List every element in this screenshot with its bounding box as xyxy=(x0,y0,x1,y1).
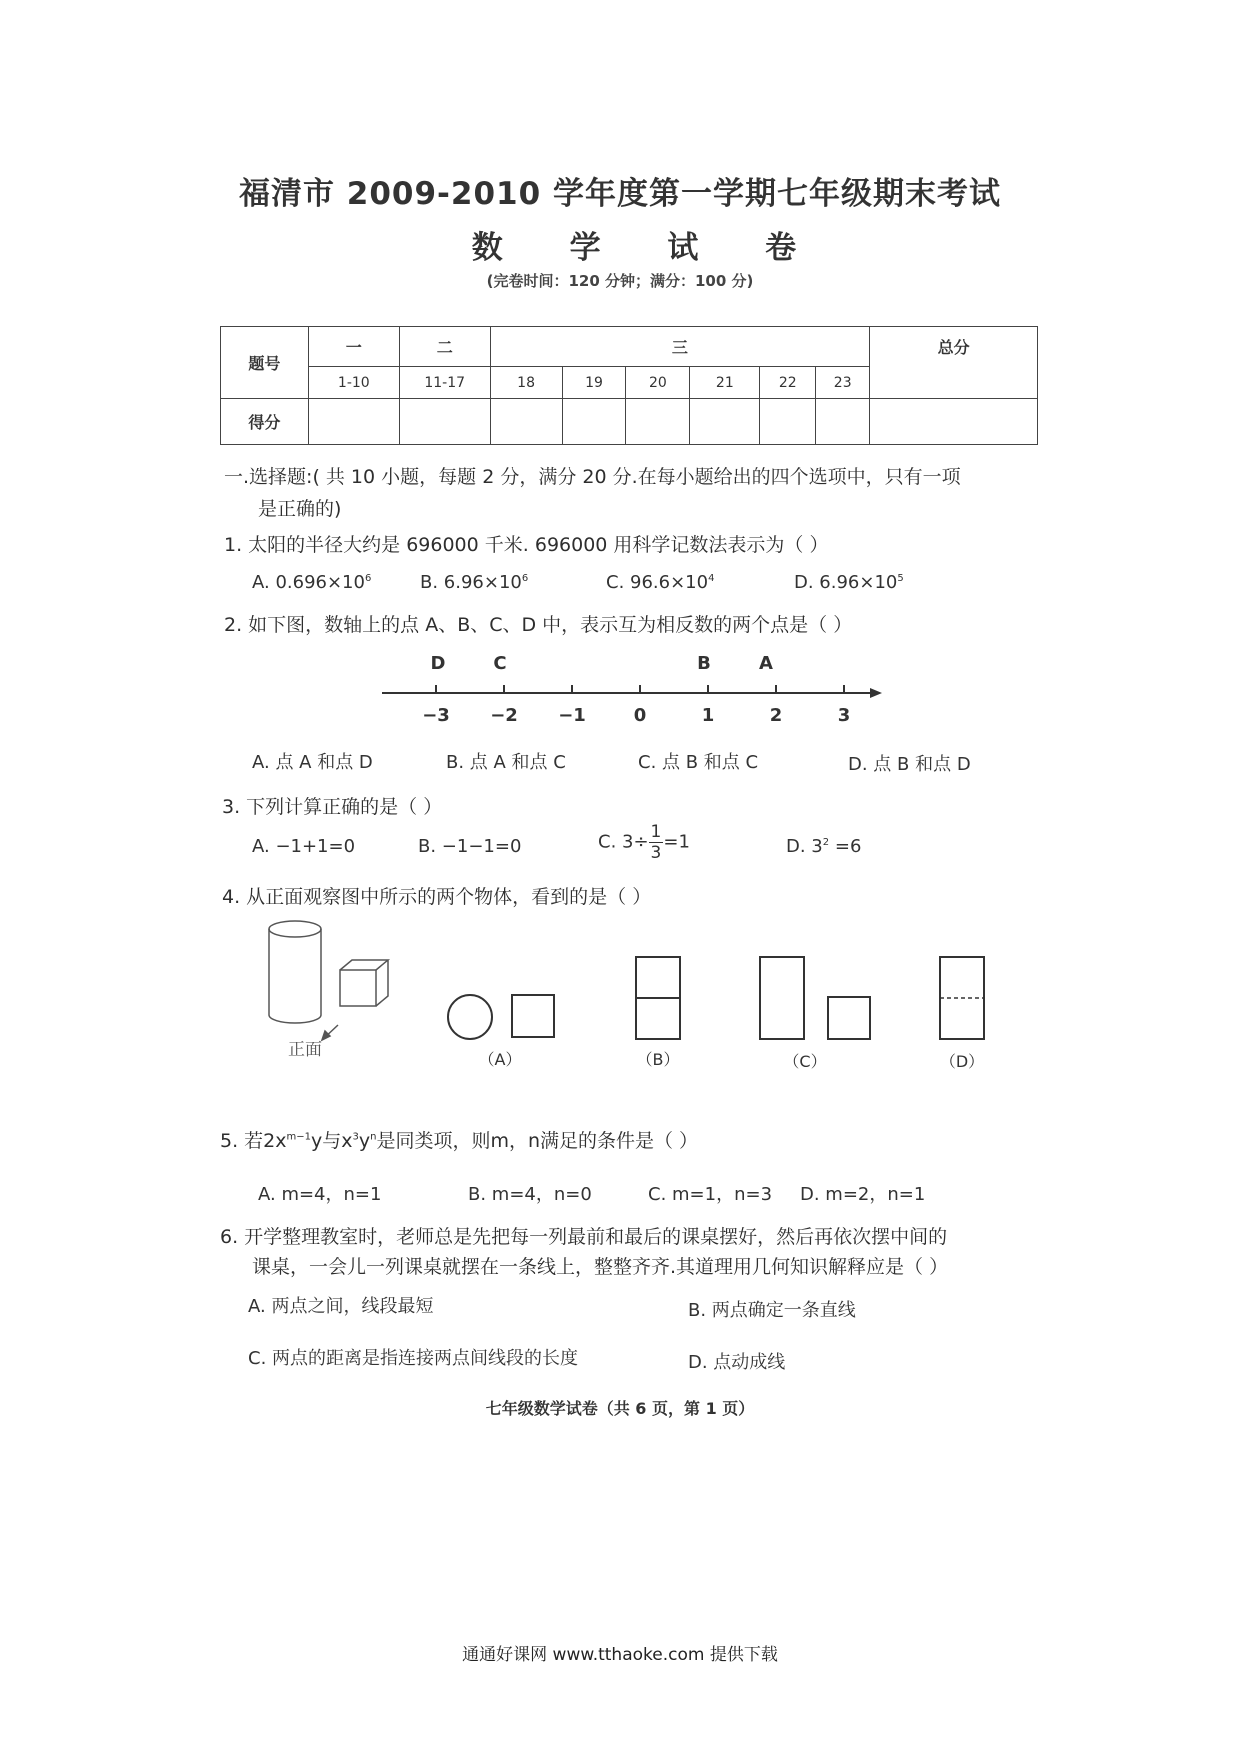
front-label: 正面 xyxy=(288,1040,322,1060)
q5-option-d: D. m=2，n=1 xyxy=(800,1184,926,1205)
score-cell xyxy=(490,399,562,445)
page-footer: 七年级数学试卷（共 6 页，第 1 页） xyxy=(485,1399,755,1418)
question-6-text: 6. 开学整理教室时，老师总是先把每一列最前和最后的课桌摆好，然后再依次摆中间的 xyxy=(220,1226,948,1248)
q5-option-a: A. m=4，n=1 xyxy=(258,1184,382,1205)
section-3-header: 三 xyxy=(490,327,870,367)
score-cell xyxy=(760,399,816,445)
question-number: 21 xyxy=(690,367,760,399)
number-line-figure xyxy=(370,645,890,725)
q5-option-b: B. m=4，n=0 xyxy=(468,1184,592,1205)
option-label-b: （B） xyxy=(636,1050,680,1069)
axis-arrow-icon xyxy=(870,688,882,698)
question-number: 23 xyxy=(816,367,870,399)
tick-label: −2 xyxy=(490,705,518,725)
question-range: 11-17 xyxy=(399,367,490,399)
point-label-a: A xyxy=(759,653,773,674)
q3-option-c: C. 3÷ $\frac{1}{3}$ =1 xyxy=(598,822,690,863)
q1-option-c: C. $96.6\times 10^4$ xyxy=(606,572,715,593)
q2-option-c: C. 点 B 和点 C xyxy=(638,752,759,773)
question-6-text-cont: 课桌，一会儿一列课桌就摆在一条线上，整整齐齐.其道理用几何知识解释应是（ ） xyxy=(252,1256,949,1278)
q2-option-b: B. 点 A 和点 C xyxy=(446,752,566,773)
option-label-c: （C） xyxy=(783,1052,827,1070)
views-figure xyxy=(250,915,1000,1070)
q3-option-a: A. −1+1=0 xyxy=(252,836,356,857)
exam-title: 福清市 2009-2010 学年度第一学期七年级期末考试 xyxy=(238,176,1001,212)
option-c-square-view xyxy=(828,997,870,1039)
option-label-d: （D） xyxy=(939,1052,985,1070)
row-label-question: 题号 xyxy=(221,327,309,399)
section-heading: 一.选择题:( 共 10 小题，每题 2 分，满分 20 分.在每小题给出的四个选项中，只有一项 xyxy=(224,466,961,488)
score-cell xyxy=(399,399,490,445)
question-number: 19 xyxy=(562,367,626,399)
question-4-text: 4. 从正面观察图中所示的两个物体，看到的是（ ） xyxy=(222,886,652,908)
square-view-shape xyxy=(512,995,554,1037)
section-1-header: 一 xyxy=(308,327,399,367)
solid-objects-figure xyxy=(269,921,388,1040)
q2-option-d: D. 点 B 和点 D xyxy=(848,754,971,775)
q6-option-c: C. 两点的距离是指连接两点间线段的长度 xyxy=(248,1348,579,1369)
tick-label: 3 xyxy=(837,705,851,725)
option-label-a: （A） xyxy=(478,1050,522,1069)
circle-view-shape xyxy=(448,995,492,1039)
score-cell xyxy=(626,399,690,445)
score-cell xyxy=(308,399,399,445)
q1-option-b: B. $6.96\times 10^6$ xyxy=(420,572,529,593)
question-1-text: 1. 太阳的半径大约是 696000 千米. 696000 用科学记数法表示为（ ） xyxy=(224,534,829,556)
point-label-d: D xyxy=(430,653,446,674)
question-range: 1-10 xyxy=(308,367,399,399)
section-2-header: 二 xyxy=(399,327,490,367)
tick-label: 1 xyxy=(701,705,715,725)
q2-option-a: A. 点 A 和点 D xyxy=(252,752,373,773)
tick-label: −1 xyxy=(558,705,586,725)
question-number: 18 xyxy=(490,367,562,399)
q3-option-d: D. $3^2 =6$ xyxy=(786,836,862,857)
tick-label: 2 xyxy=(769,705,783,725)
score-cell xyxy=(870,399,1038,445)
q6-option-a: A. 两点之间，线段最短 xyxy=(248,1296,434,1317)
tick-label: 0 xyxy=(633,705,647,725)
exam-info: (完卷时间：120 分钟；满分：100 分) xyxy=(486,272,754,290)
q5-option-c: C. m=1，n=3 xyxy=(648,1184,773,1205)
score-table xyxy=(220,326,1038,445)
row-label-score: 得分 xyxy=(221,399,309,445)
site-credit: 通通好课网 www.tthaoke.com 提供下载 xyxy=(462,1645,778,1665)
tick-label: −3 xyxy=(422,705,450,725)
section-heading-cont: 是正确的) xyxy=(258,498,342,520)
question-5-text: 5. 若$2x^{m-1}y$与$x^3y^n$是同类项，则m，n满足的条件是（ ） xyxy=(220,1130,699,1152)
total-header: 总分 xyxy=(870,327,1038,399)
point-label-b: B xyxy=(697,653,711,674)
score-cell xyxy=(816,399,870,445)
question-3-text: 3. 下列计算正确的是（ ） xyxy=(222,796,443,818)
q1-option-a: A. $0.696\times 10^6$ xyxy=(252,572,372,593)
question-2-text: 2. 如下图，数轴上的点 A、B、C、D 中，表示互为相反数的两个点是（ ） xyxy=(224,614,853,636)
score-cell xyxy=(690,399,760,445)
q1-option-d: D. $6.96\times 10^5$ xyxy=(794,572,904,593)
point-label-c: C xyxy=(493,653,507,674)
question-number: 22 xyxy=(760,367,816,399)
option-c-tall-view xyxy=(760,957,804,1039)
q3-option-b: B. −1−1=0 xyxy=(418,836,522,857)
question-number: 20 xyxy=(626,367,690,399)
exam-subtitle: 数 学 试 卷 xyxy=(471,230,825,266)
q6-option-d: D. 点动成线 xyxy=(688,1352,786,1373)
score-cell xyxy=(562,399,626,445)
q6-option-b: B. 两点确定一条直线 xyxy=(688,1300,856,1321)
